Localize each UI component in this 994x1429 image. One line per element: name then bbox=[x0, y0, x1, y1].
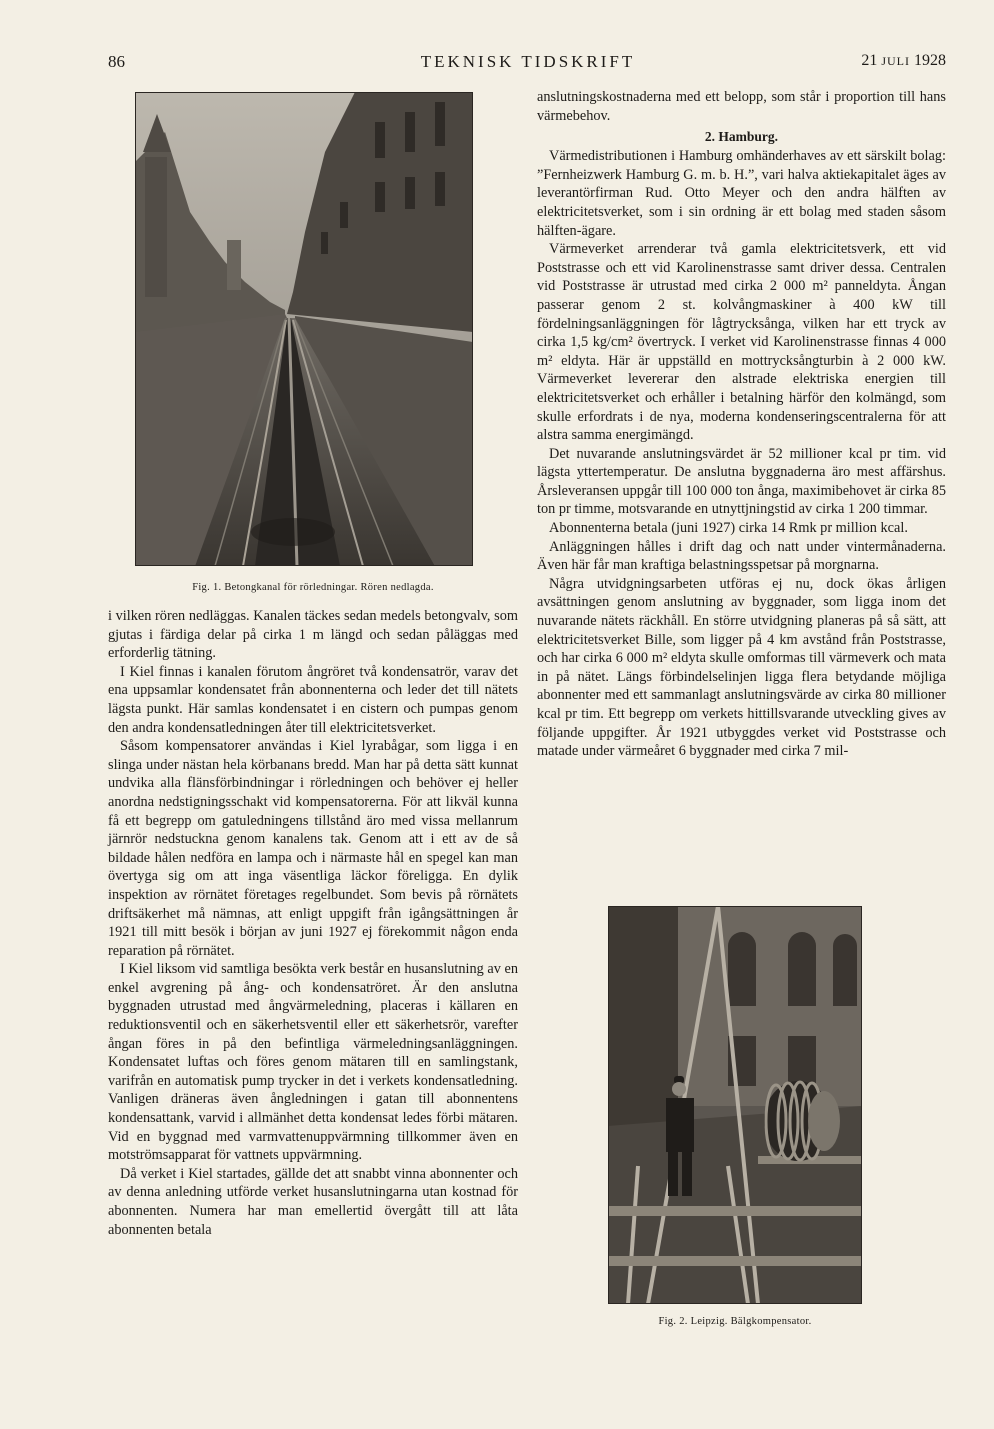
issue-date-year: 1928 bbox=[914, 52, 946, 69]
section-heading-hamburg: 2. Hamburg. bbox=[704, 129, 779, 145]
concrete-channel-photo bbox=[135, 92, 473, 566]
right-paragraph-3: Det nuvarande anslutningsvärdet är 52 millioner kcal pr tim. vid lägsta yttertemperatur. De anslutna byggnaderna äro mest affärshus. Årsleveransen uppgår till 100 000 ton ånga, maximibehovet är cirka 85 ton pr timme, motsvarande en utnyttjningstid av cirka 1 200 timmar. bbox=[537, 445, 946, 518]
page-number: 86 bbox=[108, 52, 125, 71]
left-paragraph-5: Då verket i Kiel startades, gällde det att snabbt vinna abonnenter och av denna anledning utförde verket husanslutningarna utan kostnad för abonnenten. Numera har man emellertid övergått till att låta abonnenten betala bbox=[108, 1165, 518, 1238]
right-paragraph-2: Värmeverket arrenderar två gamla elektricitetsverk, ett vid Poststrasse och ett vid Karolinenstrasse samt driver dessa. Centralen vid Poststrasse är utrustad med cirka 2 000 m² panneldyta. Ångan passerar genom 2 st. kolvångmaskiner à 400 kW till fördelningsanläggningen för lågtrycksånga, vilken har ett tryck av cirka 1,5 kg/cm² övertryck. I verket vid Karolinenstrasse finnas 4 000 m² eldyta. Här är uppställd en mottrycksångturbin à 2 000 kW. Värmeverket levererar den alstrade elektriska energien till elektricitetsverket och erhåller i betalning härför den kolmängd, som skulle erfordrats i de nya, moderna kondenseringscentralerna för att alstra samma energimängd. bbox=[537, 241, 946, 444]
left-paragraph-4: I Kiel liksom vid samtliga besökta verk består en husanslutning av en enkel avgrening på ång- och kondensatröret. Är den anslutna byggnaden utrustad med ångvärmeledning, placeras i källaren en reduktionsventil och en säkerhetsventil eller ett säkerhetsrör, varefter ångan föres in på den befintliga värmeledningsanläggningen. Kondensatet luftas och föres genom mätaren till en samlingstank, varifrån en automatisk pump trycker in det i verkets kondensatledning. Vanligen dräneras även ångledningen i gatan till abonnentens kondensattank, varvid i allmänhet detta kondensat ledes förbi mätaren. Vid en byggnad med varmvattenuppvärmning tillkommer även en motströmsapparat för vattnets uppvärmning. bbox=[108, 961, 518, 1164]
right-column bbox=[537, 88, 946, 761]
right-column-text bbox=[537, 88, 946, 761]
left-column-text bbox=[108, 607, 518, 1239]
issue-date bbox=[861, 52, 946, 70]
left-paragraph-1: i vilken rören nedläggas. Kanalen täckes sedan medels betongvalv, som gjutas i färdiga delar på cirka 1 m längd och sedan påläggas med erforderlig tätning. bbox=[108, 608, 518, 662]
issue-date-day: 21 bbox=[861, 52, 878, 69]
page-header bbox=[108, 52, 946, 76]
left-paragraph-3: Såsom kompensatorer användas i Kiel lyrabågar, som ligga i en slinga under nästan hela körbanans bredd. Man har på detta sätt kunnat undvika alla flänsförbindningar i rörledningen och behöver ej heller anordna nedstigningsschakt vid kompensatorerna. För att likväl kunna få ett begrepp om gatuledningens tillstånd äro med vissa mellanrum järnrör nedstuckna genom kanalens tak. Genom att i ett av de så bildade hålen nedföra en lampa och i närmaste hål en spegel kan man övertyga sig om att inga väsentliga läckor föreligga. En dylik inspektion av rörnätet företages regelbundet. Som bevis på rörnätets driftsäkerhet må nämnas, att enligt uppgift från igångsättningen år 1921 till mitt besök i början av juni 1927 ej förekommit någon enda reparation på rörnätet. bbox=[108, 738, 518, 959]
left-column bbox=[108, 92, 518, 1239]
right-intro-paragraph: anslutningskostnaderna med ett belopp, som står i proportion till hans värmebehov. bbox=[537, 89, 946, 124]
issue-date-month: JULI bbox=[881, 54, 910, 68]
right-paragraph-1: Värmedistributionen i Hamburg omhänderhaves av ett särskilt bolag: ”Fernheizwerk Hamburg G. m. b. H.”, vari halva aktiekapitalet äges av leverantörfirman Rud. Otto Meyer och den andra hälften av elektricitetsverket, som i sin ordning är ett bolag med staden såsom hälften-ägare. bbox=[537, 148, 946, 239]
journal-title: TEKNISK TIDSKRIFT bbox=[420, 52, 636, 71]
bellows-compensator-photo bbox=[608, 906, 862, 1304]
figure-2-caption: Fig. 2. Leipzig. Bälgkompensator. bbox=[658, 1316, 812, 1327]
right-paragraph-6: Några utvidgningsarbeten utföras ej nu, dock ökas årligen avsättningen genom anslutning av byggnader, som ligga inom det nuvarande nätets räckhåll. En större utvidgning planeras på så sätt, att elektricitetsverket Bille, som ligger på 4 km avstånd från Poststrasse, och har cirka 6 000 m² eldyta skulle omformas till värmeverk och mata in på nätet. Längs förbindelselinjen ligga flera betydande möjliga abonnenter med ett sammanlagt anslutningsvärde av cirka 80 millioner kcal pr tim. Ett begrepp om verkets hittillsvarande utveckling gives av följande uppgifter. År 1921 utbyggdes verket vid Poststrasse och matade under värmeåret 6 byggnader med cirka 7 mil- bbox=[537, 575, 946, 760]
right-paragraph-4: Abonnenterna betala (juni 1927) cirka 14 Rmk pr million kcal. bbox=[549, 520, 908, 537]
left-paragraph-2: I Kiel finnas i kanalen förutom ångröret två kondensatrör, varav det ena uppsamlar kondensatet från abonnenterna och leder det till nätets lägsta punkt. Här samlas kondensatet i en cistern och pumpas genom den andra kondensatledningen åter till elektricitetsverket. bbox=[108, 663, 518, 736]
figure-1-caption: Fig. 1. Betongkanal för rörledningar. Rören nedlagda. bbox=[192, 582, 434, 593]
right-paragraph-5: Anläggningen hålles i drift dag och natt under vintermånaderna. Även här får man kraftiga belastningsspetsar på morgnarna. bbox=[537, 538, 946, 574]
figure-2-photo bbox=[608, 906, 862, 1304]
figure-1-photo bbox=[135, 92, 473, 566]
